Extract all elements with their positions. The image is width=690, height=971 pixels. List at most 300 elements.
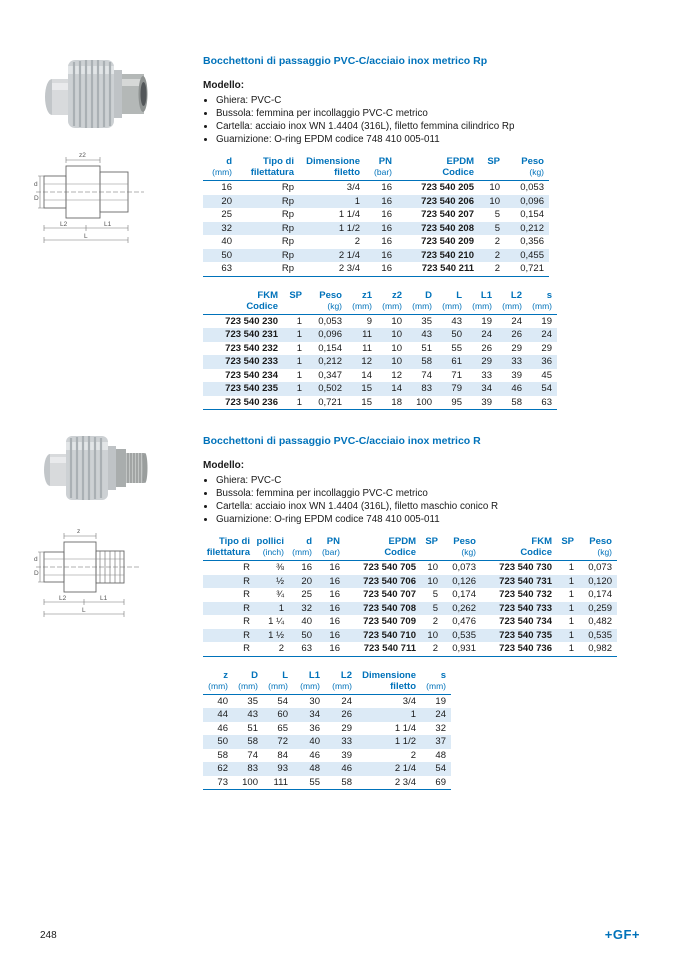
column-header: L (mm)	[263, 670, 293, 695]
table-cell: 1	[296, 369, 302, 381]
table-cell: 65	[277, 722, 288, 734]
section-r	[0, 430, 690, 790]
table-cell: 34	[309, 709, 320, 720]
header-row	[203, 156, 549, 181]
table-row	[203, 602, 617, 616]
table-cell: 62	[217, 763, 228, 774]
table-cell: 723 540 205	[421, 182, 474, 193]
table-row	[203, 629, 617, 643]
table-cell: 0,053	[520, 182, 544, 193]
table-cell: 2	[278, 643, 284, 654]
table-cell: Rp	[281, 249, 294, 261]
table-cell: 723 540 731	[499, 575, 552, 587]
dim-label-z2: z2	[79, 152, 86, 159]
table-cell: 33	[481, 369, 492, 381]
table-cell: 48	[309, 763, 320, 774]
column-header: s (mm)	[527, 290, 557, 315]
table-cell: 73	[217, 776, 228, 788]
table-cell: 723 540 733	[499, 602, 552, 614]
column-header: EPDM Codice	[345, 536, 421, 561]
bullet-item: • Guarnizione: O-ring EPDM codice 748 410 005-011	[216, 133, 673, 146]
table-row	[203, 208, 549, 222]
table-cell: R	[243, 629, 250, 641]
table-cell: 111	[273, 776, 288, 788]
table-cell: 72	[277, 736, 288, 747]
table-cell: 1 1/2	[394, 736, 416, 747]
table-row	[203, 355, 557, 369]
table-cell: 50	[221, 249, 232, 261]
table-cell: 46	[217, 722, 228, 734]
column-header: L1 (mm)	[293, 670, 325, 695]
table-cell: 0,154	[318, 342, 342, 354]
column-header: EPDM Codice	[397, 156, 479, 181]
column-header: D (mm)	[233, 670, 263, 695]
table-cell: 723 540 730	[499, 562, 552, 573]
table-cell: 25	[221, 209, 232, 220]
header-row	[203, 290, 557, 315]
column-header: PN (bar)	[365, 156, 397, 181]
dim-label-d: d	[34, 181, 38, 188]
table-cell: R	[243, 575, 250, 587]
table-cell: 34	[481, 383, 492, 394]
table-cell: 723 540 234	[225, 369, 278, 381]
dim-label-d: d	[34, 556, 38, 563]
table-row	[203, 382, 557, 396]
table-cell: 16	[329, 589, 340, 600]
table-cell: 61	[451, 356, 462, 367]
table-cell: 12	[361, 356, 372, 367]
table-row	[203, 735, 451, 749]
table-row	[203, 722, 451, 736]
column-header: SP	[421, 536, 443, 561]
table-cell: 1	[278, 602, 284, 614]
table-cell: 58	[511, 396, 522, 408]
bullet-item: • Ghiera: PVC-C	[216, 94, 673, 107]
table-cell: 0,455	[520, 249, 544, 261]
table-cell: 29	[341, 722, 352, 734]
dim-label-D: D	[34, 195, 39, 202]
table-cell: 0,212	[520, 222, 544, 234]
column-header: d (mm)	[289, 536, 317, 561]
table-cell: 46	[341, 763, 352, 774]
table-row	[203, 328, 557, 342]
table-cell: 2	[494, 236, 500, 247]
column-header: z (mm)	[203, 670, 233, 695]
table-cell: 1	[354, 195, 360, 207]
table-cell: 723 540 235	[225, 383, 278, 394]
column-header: SP	[283, 290, 307, 315]
column-header: PN (bar)	[317, 536, 345, 561]
table-cell: 0,073	[588, 562, 612, 573]
dim-label-L2: L2	[59, 595, 67, 602]
table-row	[203, 314, 557, 328]
table-cell: 2	[410, 749, 416, 761]
table-cell: 0,096	[318, 329, 342, 340]
column-header: SP	[479, 156, 505, 181]
union-fitting-photo-icon	[40, 430, 148, 510]
table-cell: 0,535	[588, 629, 612, 641]
table-cell: 37	[435, 736, 446, 747]
bullet-item: • Guarnizione: O-ring EPDM codice 748 410 005-011	[216, 513, 673, 526]
table-cell: 0,259	[588, 602, 612, 614]
dimension-drawing-icon	[34, 525, 142, 621]
table-cell: 0,982	[588, 643, 612, 654]
table-cell: 26	[481, 342, 492, 354]
column-header: Peso (kg)	[579, 536, 617, 561]
table-cell: 44	[217, 709, 228, 720]
table-cell: 29	[481, 356, 492, 367]
header-row	[203, 670, 451, 695]
table-row	[203, 561, 617, 575]
column-header: Peso (kg)	[505, 156, 549, 181]
table-cell: 93	[277, 763, 288, 774]
table-cell: 723 540 705	[363, 562, 416, 573]
table-cell: 0,212	[318, 356, 342, 367]
column-header: D (mm)	[407, 290, 437, 315]
table-cell: 1	[410, 709, 416, 720]
table-cell: 14	[391, 383, 402, 394]
table-cell: 25	[301, 589, 312, 600]
table-cell: 74	[421, 369, 432, 381]
table-cell: 79	[451, 383, 462, 394]
table-cell: 16	[381, 249, 392, 261]
table-cell: 0,126	[452, 575, 476, 587]
table-cell: Rp	[281, 195, 294, 207]
table-row	[203, 222, 549, 236]
table-cell: 84	[277, 749, 288, 761]
union-fitting-photo-icon	[40, 50, 148, 138]
table-cell: 3/4	[402, 695, 416, 707]
table-cell: 723 540 732	[499, 589, 552, 600]
table-cell: 0,096	[520, 195, 544, 207]
table-cell: 723 540 711	[363, 643, 416, 654]
table-cell: 0,262	[452, 602, 476, 614]
table-cell: 16	[329, 616, 340, 627]
table-cell: ½	[276, 575, 284, 587]
table-cell: 24	[541, 329, 552, 340]
table-cell: 1	[568, 602, 574, 614]
table-cell: 1	[568, 575, 574, 587]
table-cell: 723 540 230	[225, 315, 278, 327]
table-cell: 40	[221, 236, 232, 247]
table-row	[203, 615, 617, 629]
table-cell: 40	[309, 736, 320, 747]
bullet-item: • Ghiera: PVC-C	[216, 474, 673, 487]
table-cell: 0,356	[520, 236, 544, 247]
table-cell: 58	[247, 736, 258, 747]
table-cell: Rp	[281, 222, 294, 234]
table-cell: 0,476	[452, 616, 476, 627]
dim-label-L1: L1	[100, 595, 108, 602]
table-cell: 2 3/4	[394, 776, 416, 788]
table-cell: 16	[221, 182, 232, 193]
table-cell: 723 540 211	[421, 263, 474, 274]
column-header: L2 (mm)	[497, 290, 527, 315]
table-cell: 16	[329, 629, 340, 641]
table-cell: 100	[242, 776, 258, 788]
table-cell: 2	[432, 643, 438, 654]
section-title: Bocchettoni di passaggio PVC-C/acciaio inox metrico Rp	[203, 55, 488, 67]
table-row	[203, 262, 549, 276]
table-cell: 723 540 209	[421, 236, 474, 247]
technical-drawing-r	[34, 525, 142, 626]
table-cell: 63	[301, 643, 312, 654]
table-cell: 83	[247, 763, 258, 774]
table-cell: 16	[381, 195, 392, 207]
table-cell: 18	[391, 396, 402, 408]
model-bullets	[203, 474, 673, 526]
table-cell: 95	[451, 396, 462, 408]
table-row	[203, 235, 549, 249]
table-cell: 723 540 210	[421, 249, 474, 261]
table-cell: 10	[489, 182, 500, 193]
table-cell: 0,721	[318, 396, 342, 408]
table-cell: 19	[541, 315, 552, 327]
table-cell: 723 540 710	[363, 629, 416, 641]
table-cell: Rp	[281, 263, 294, 274]
table-cell: 16	[381, 209, 392, 220]
table-cell: 24	[435, 709, 446, 720]
table-cell: 5	[494, 209, 500, 220]
column-header: L (mm)	[437, 290, 467, 315]
table-cell: 24	[511, 315, 522, 327]
column-header: d (mm)	[203, 156, 237, 181]
table-cell: 1	[296, 329, 302, 340]
table-cell: 9	[366, 315, 372, 327]
table-cell: 1	[296, 315, 302, 327]
table-cell: 1	[568, 629, 574, 641]
table-cell: 50	[451, 329, 462, 340]
table-cell: 39	[481, 396, 492, 408]
table-cell: 723 540 233	[225, 356, 278, 367]
column-header: L2 (mm)	[325, 670, 357, 695]
table-cell: 26	[511, 329, 522, 340]
table-cell: 54	[277, 695, 288, 707]
table-cell: R	[243, 562, 250, 573]
table-cell: 16	[381, 222, 392, 234]
header-row	[203, 536, 617, 561]
dim-label-L: L	[84, 233, 88, 240]
table-cell: R	[243, 589, 250, 600]
table-row	[203, 762, 451, 776]
bullet-item: • Cartella: acciaio inox WN 1.4404 (316L), filetto maschio conico R	[216, 500, 673, 513]
table-cell: 46	[511, 383, 522, 394]
table-cell: 0,482	[588, 616, 612, 627]
table-cell: 723 540 707	[363, 589, 416, 600]
table-cell: 10	[391, 342, 402, 354]
table-cell: 50	[301, 629, 312, 641]
table-cell: 33	[341, 736, 352, 747]
dim-label-z: z	[77, 528, 81, 535]
column-header: z1 (mm)	[347, 290, 377, 315]
table-cell: 29	[511, 342, 522, 354]
table-cell: 40	[217, 695, 228, 707]
table-cell: 32	[435, 722, 446, 734]
table-cell: 71	[451, 369, 462, 381]
table-cell: 16	[381, 236, 392, 247]
table-cell: 723 540 236	[225, 396, 278, 408]
table-cell: 10	[427, 575, 438, 587]
table-cell: 0,120	[588, 575, 612, 587]
table-cell: 39	[341, 749, 352, 761]
table-row	[203, 749, 451, 763]
table-cell: 1 ½	[268, 629, 284, 641]
table-cell: 0,721	[520, 263, 544, 274]
table-cell: 33	[511, 356, 522, 367]
column-header: FKM Codice	[481, 536, 557, 561]
table-cell: 63	[541, 396, 552, 408]
table-cell: 723 540 709	[363, 616, 416, 627]
column-header: Dimensione filetto	[299, 156, 365, 181]
table-cell: 69	[435, 776, 446, 788]
table-cell: 723 540 706	[363, 575, 416, 587]
column-header: pollici (inch)	[255, 536, 289, 561]
bullet-item: • Bussola: femmina per incollaggio PVC-C metrico	[216, 107, 673, 120]
table-cell: 10	[391, 315, 402, 327]
column-header: FKM Codice	[203, 290, 283, 315]
table-row	[203, 396, 557, 410]
table-cell: 723 540 208	[421, 222, 474, 234]
table-cell: 20	[301, 575, 312, 587]
epdm-fkm-spec-table-r	[203, 536, 617, 657]
table-cell: 1 1/4	[338, 209, 360, 220]
column-header: Tipo di filettatura	[203, 536, 255, 561]
dimension-drawing-icon	[34, 148, 146, 248]
table-cell: 54	[541, 383, 552, 394]
table-row	[203, 588, 617, 602]
table-row	[203, 369, 557, 383]
table-cell: 48	[435, 749, 446, 761]
section-rp	[0, 50, 690, 410]
dim-label-L: L	[82, 607, 86, 614]
table-cell: 723 540 206	[421, 195, 474, 207]
table-cell: Rp	[281, 182, 294, 193]
table-cell: Rp	[281, 236, 294, 247]
table-cell: 3/4	[346, 182, 360, 193]
table-cell: 0,347	[318, 369, 342, 381]
model-label: Modello:	[203, 80, 245, 91]
table-row	[203, 694, 451, 708]
table-cell: 11	[362, 329, 372, 340]
section-title: Bocchettoni di passaggio PVC-C/acciaio inox metrico R	[203, 435, 481, 447]
section-content	[203, 430, 673, 790]
table-cell: 15	[361, 396, 372, 408]
table-cell: ⅜	[276, 562, 284, 573]
table-cell: 51	[421, 342, 432, 354]
table-cell: 1	[568, 616, 574, 627]
table-cell: 1	[296, 383, 302, 394]
table-cell: 60	[277, 709, 288, 720]
table-cell: 74	[247, 749, 258, 761]
table-row	[203, 195, 549, 209]
product-photo-r	[40, 430, 148, 515]
dim-label-L2: L2	[60, 221, 68, 228]
table-cell: 24	[341, 695, 352, 707]
table-cell: 100	[416, 396, 432, 408]
table-row	[203, 342, 557, 356]
page-number: 248	[40, 930, 57, 941]
table-cell: 58	[217, 749, 228, 761]
table-cell: 0,053	[318, 315, 342, 327]
column-header: z2 (mm)	[377, 290, 407, 315]
table-row	[203, 181, 549, 195]
bullet-item: • Bussola: femmina per incollaggio PVC-C metrico	[216, 487, 673, 500]
column-header: Tipo di filettatura	[237, 156, 299, 181]
table-cell: 723 540 232	[225, 342, 278, 354]
table-cell: 20	[221, 195, 232, 207]
table-cell: 63	[221, 263, 232, 274]
table-cell: 1 1/4	[394, 722, 416, 734]
model-bullets	[203, 94, 673, 146]
table-cell: 36	[541, 356, 552, 367]
table-cell: 1 1/2	[338, 222, 360, 234]
table-cell: 35	[421, 315, 432, 327]
table-cell: 723 540 708	[363, 602, 416, 614]
table-row	[203, 249, 549, 263]
table-row	[203, 708, 451, 722]
table-cell: 723 540 736	[499, 643, 552, 654]
table-cell: 10	[391, 356, 402, 367]
table-cell: 43	[421, 329, 432, 340]
section-content	[203, 50, 673, 410]
dim-label-D: D	[34, 570, 39, 577]
column-header: Dimensione filetto	[357, 670, 421, 695]
table-cell: 2 1/4	[338, 249, 360, 261]
table-cell: 45	[541, 369, 552, 381]
table-cell: 1	[296, 356, 302, 367]
table-cell: 43	[451, 315, 462, 327]
table-cell: 0,174	[588, 589, 612, 600]
table-cell: 723 540 734	[499, 616, 552, 627]
table-cell: 46	[309, 749, 320, 761]
table-cell: 12	[391, 369, 402, 381]
table-cell: 83	[421, 383, 432, 394]
table-cell: 50	[217, 736, 228, 747]
table-cell: 11	[362, 342, 372, 354]
table-cell: 43	[247, 709, 258, 720]
table-cell: Rp	[281, 209, 294, 220]
table-cell: 16	[381, 263, 392, 274]
table-cell: 0,073	[452, 562, 476, 573]
table-cell: 723 540 231	[225, 329, 278, 340]
table-cell: R	[243, 602, 250, 614]
table-cell: 30	[309, 695, 320, 707]
table-cell: 0,931	[452, 643, 476, 654]
table-cell: 2 1/4	[394, 763, 416, 774]
table-cell: 32	[301, 602, 312, 614]
table-row	[203, 776, 451, 790]
table-cell: R	[243, 616, 250, 627]
table-cell: 2 3/4	[338, 263, 360, 274]
table-cell: 19	[435, 695, 446, 707]
table-cell: 2	[432, 616, 438, 627]
table-cell: 2	[494, 263, 500, 274]
table-cell: 39	[511, 369, 522, 381]
table-cell: 1	[568, 589, 574, 600]
table-cell: 40	[301, 616, 312, 627]
table-cell: 1	[296, 396, 302, 408]
technical-drawing-rp	[34, 148, 146, 253]
table-cell: 1	[568, 643, 574, 654]
table-cell: 58	[421, 356, 432, 367]
table-cell: 723 540 735	[499, 629, 552, 641]
dim-label-L1: L1	[104, 221, 112, 228]
table-cell: 10	[391, 329, 402, 340]
column-header: Peso (kg)	[307, 290, 347, 315]
table-cell: 5	[432, 602, 438, 614]
table-cell: 15	[361, 383, 372, 394]
table-cell: 26	[341, 709, 352, 720]
